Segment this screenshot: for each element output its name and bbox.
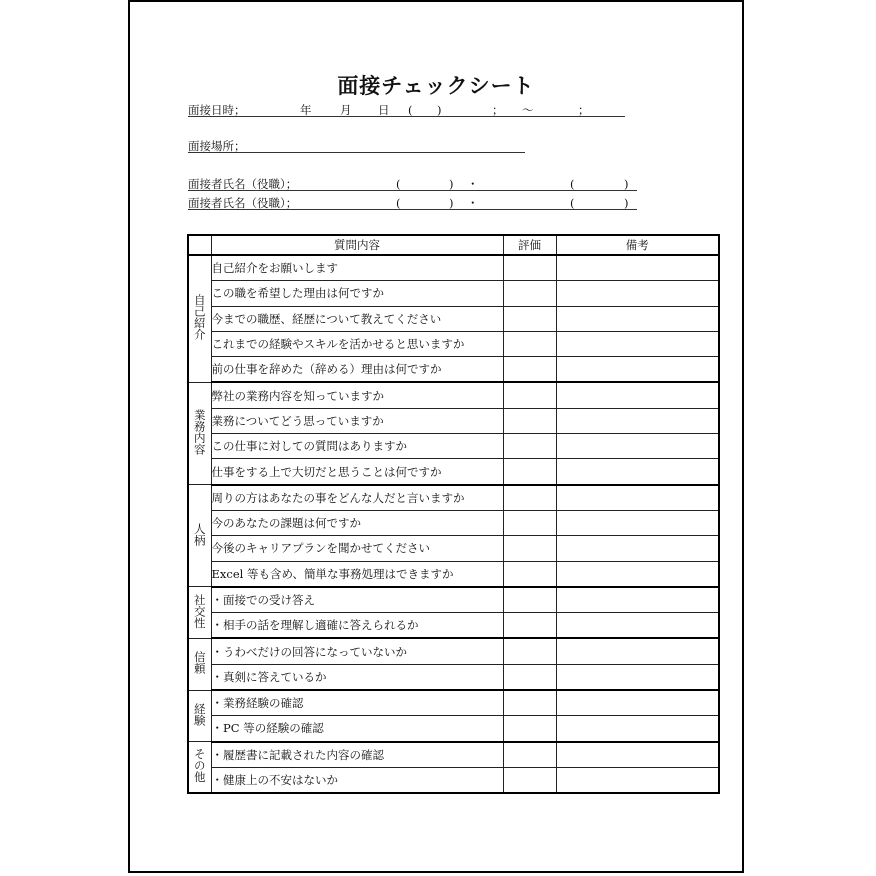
- notes-cell[interactable]: [556, 306, 719, 331]
- table-row: [188, 638, 719, 664]
- category-cell: [188, 382, 211, 484]
- category-label: 業務内容: [192, 409, 207, 456]
- rating-cell[interactable]: [503, 408, 556, 433]
- notes-cell[interactable]: [556, 510, 719, 535]
- notes-cell[interactable]: [556, 331, 719, 356]
- rating-cell[interactable]: [503, 382, 556, 408]
- notes-cell[interactable]: [556, 434, 719, 459]
- question-text: ・健康上の不安はないか: [211, 767, 503, 793]
- table-row: [188, 331, 719, 356]
- rating-cell[interactable]: [503, 742, 556, 768]
- notes-cell[interactable]: [556, 485, 719, 511]
- interviewer-1-label: 面接者氏名（役職）；: [188, 177, 298, 191]
- rating-cell[interactable]: [503, 357, 556, 383]
- question-text: 今後のキャリアプランを聞かせてください: [211, 536, 503, 561]
- question-text: 今までの職歴、経歴について教えてください: [211, 306, 503, 331]
- notes-cell[interactable]: [556, 690, 719, 716]
- interviewer-1-underline[interactable]: [188, 190, 637, 191]
- interviewer-2-paren-close: ): [449, 196, 454, 210]
- place-label: 面接場所；: [188, 139, 246, 153]
- table-header-row: [188, 235, 719, 255]
- rating-cell[interactable]: [503, 690, 556, 716]
- interviewer-1-paren-open: (: [396, 177, 401, 191]
- question-text: ・うわべだけの回答になっていないか: [211, 638, 503, 664]
- interviewer-2-dot: ・: [467, 196, 479, 210]
- notes-cell[interactable]: [556, 664, 719, 690]
- question-text: ・面接での受け答え: [211, 587, 503, 613]
- question-text: ・真剣に答えているか: [211, 664, 503, 690]
- table-row: [188, 716, 719, 742]
- notes-cell[interactable]: [556, 613, 719, 639]
- rating-cell[interactable]: [503, 434, 556, 459]
- rating-cell[interactable]: [503, 536, 556, 561]
- place-underline[interactable]: [188, 152, 525, 153]
- header-category: [188, 235, 211, 255]
- rating-cell[interactable]: [503, 638, 556, 664]
- rating-cell[interactable]: [503, 485, 556, 511]
- category-cell: [188, 587, 211, 639]
- tilde-separator: ～: [522, 103, 534, 117]
- notes-cell[interactable]: [556, 382, 719, 408]
- interview-check-sheet: [128, 0, 744, 873]
- rating-cell[interactable]: [503, 255, 556, 281]
- question-text: ・相手の話を理解し適確に答えられるか: [211, 613, 503, 639]
- rating-cell[interactable]: [503, 281, 556, 306]
- table-row: [188, 561, 719, 587]
- notes-cell[interactable]: [556, 459, 719, 485]
- notes-cell[interactable]: [556, 561, 719, 587]
- header-rating: 評価: [503, 235, 556, 255]
- interviewer-1b-paren-close: ): [624, 177, 629, 191]
- table-row: [188, 742, 719, 768]
- category-cell: [188, 742, 211, 794]
- interviewer-1-dot: ・: [467, 177, 479, 191]
- question-text: 前の仕事を辞めた（辞める）理由は何ですか: [211, 357, 503, 383]
- header-notes: 備考: [556, 235, 719, 255]
- notes-cell[interactable]: [556, 357, 719, 383]
- notes-cell[interactable]: [556, 742, 719, 768]
- rating-cell[interactable]: [503, 510, 556, 535]
- interviewer-2-paren-open: (: [396, 196, 401, 210]
- table-row: [188, 613, 719, 639]
- table-row: [188, 357, 719, 383]
- category-cell: [188, 255, 211, 382]
- category-cell: [188, 485, 211, 587]
- table-row: [188, 255, 719, 281]
- table-row: [188, 510, 719, 535]
- month-label: 月: [340, 103, 352, 117]
- question-text: 弊社の業務内容を知っていますか: [211, 382, 503, 408]
- time-separator-start: ；: [492, 103, 504, 117]
- interviewer-1-paren-close: ): [449, 177, 454, 191]
- notes-cell[interactable]: [556, 281, 719, 306]
- paren-close: ): [437, 103, 442, 117]
- year-label: 年: [300, 103, 312, 117]
- question-table-body: [188, 255, 719, 793]
- table-row: [188, 664, 719, 690]
- interviewer-2-label: 面接者氏名（役職）；: [188, 196, 298, 210]
- question-text: 自己紹介をお願いします: [211, 255, 503, 281]
- rating-cell[interactable]: [503, 306, 556, 331]
- question-text: Excel 等も含め、簡単な事務処理はできますか: [211, 561, 503, 587]
- question-text: ・履歴書に記載された内容の確認: [211, 742, 503, 768]
- rating-cell[interactable]: [503, 459, 556, 485]
- question-text: この職を希望した理由は何ですか: [211, 281, 503, 306]
- rating-cell[interactable]: [503, 716, 556, 742]
- table-row: [188, 459, 719, 485]
- notes-cell[interactable]: [556, 408, 719, 433]
- table-row: [188, 536, 719, 561]
- category-label: 信頼: [192, 651, 207, 675]
- question-text: 周りの方はあなたの事をどんな人だと言いますか: [211, 485, 503, 511]
- notes-cell[interactable]: [556, 638, 719, 664]
- date-underline[interactable]: [188, 116, 625, 117]
- category-label: 人柄: [192, 522, 207, 546]
- notes-cell[interactable]: [556, 587, 719, 613]
- table-row: [188, 408, 719, 433]
- notes-cell[interactable]: [556, 536, 719, 561]
- date-label: 面接日時；: [188, 103, 246, 117]
- rating-cell[interactable]: [503, 664, 556, 690]
- category-label: 社交性: [192, 593, 207, 629]
- rating-cell[interactable]: [503, 613, 556, 639]
- question-text: ・業務経験の確認: [211, 690, 503, 716]
- category-cell: [188, 638, 211, 690]
- notes-cell[interactable]: [556, 767, 719, 793]
- table-row: [188, 281, 719, 306]
- category-label: 自己紹介: [192, 294, 207, 341]
- question-text: 仕事をする上で大切だと思うことは何ですか: [211, 459, 503, 485]
- header-question: 質問内容: [211, 235, 503, 255]
- question-text: これまでの経験やスキルを活かせると思いますか: [211, 331, 503, 356]
- notes-cell[interactable]: [556, 716, 719, 742]
- question-table: [187, 234, 720, 794]
- rating-cell[interactable]: [503, 331, 556, 356]
- notes-cell[interactable]: [556, 255, 719, 281]
- question-text: 業務についてどう思っていますか: [211, 408, 503, 433]
- table-row: [188, 306, 719, 331]
- table-row: [188, 767, 719, 793]
- table-row: [188, 587, 719, 613]
- interviewer-2b-paren-close: ): [624, 196, 629, 210]
- category-label: その他: [192, 748, 207, 783]
- table-row: [188, 690, 719, 716]
- table-row: [188, 485, 719, 511]
- category-label: 経験: [192, 702, 207, 726]
- interviewer-2b-paren-open: (: [570, 196, 575, 210]
- question-text: 今のあなたの課題は何ですか: [211, 510, 503, 535]
- rating-cell[interactable]: [503, 587, 556, 613]
- page-title: 面接チェックシート: [337, 74, 535, 98]
- question-text: この仕事に対しての質問はありますか: [211, 434, 503, 459]
- category-cell: [188, 690, 211, 742]
- paren-open: (: [408, 103, 413, 117]
- interviewer-1b-paren-open: (: [570, 177, 575, 191]
- day-label: 日: [378, 103, 390, 117]
- rating-cell[interactable]: [503, 561, 556, 587]
- table-row: [188, 382, 719, 408]
- question-text: ・PC 等の経験の確認: [211, 716, 503, 742]
- interviewer-2-underline[interactable]: [188, 209, 637, 210]
- rating-cell[interactable]: [503, 767, 556, 793]
- table-row: [188, 434, 719, 459]
- time-separator-end: ；: [578, 103, 590, 117]
